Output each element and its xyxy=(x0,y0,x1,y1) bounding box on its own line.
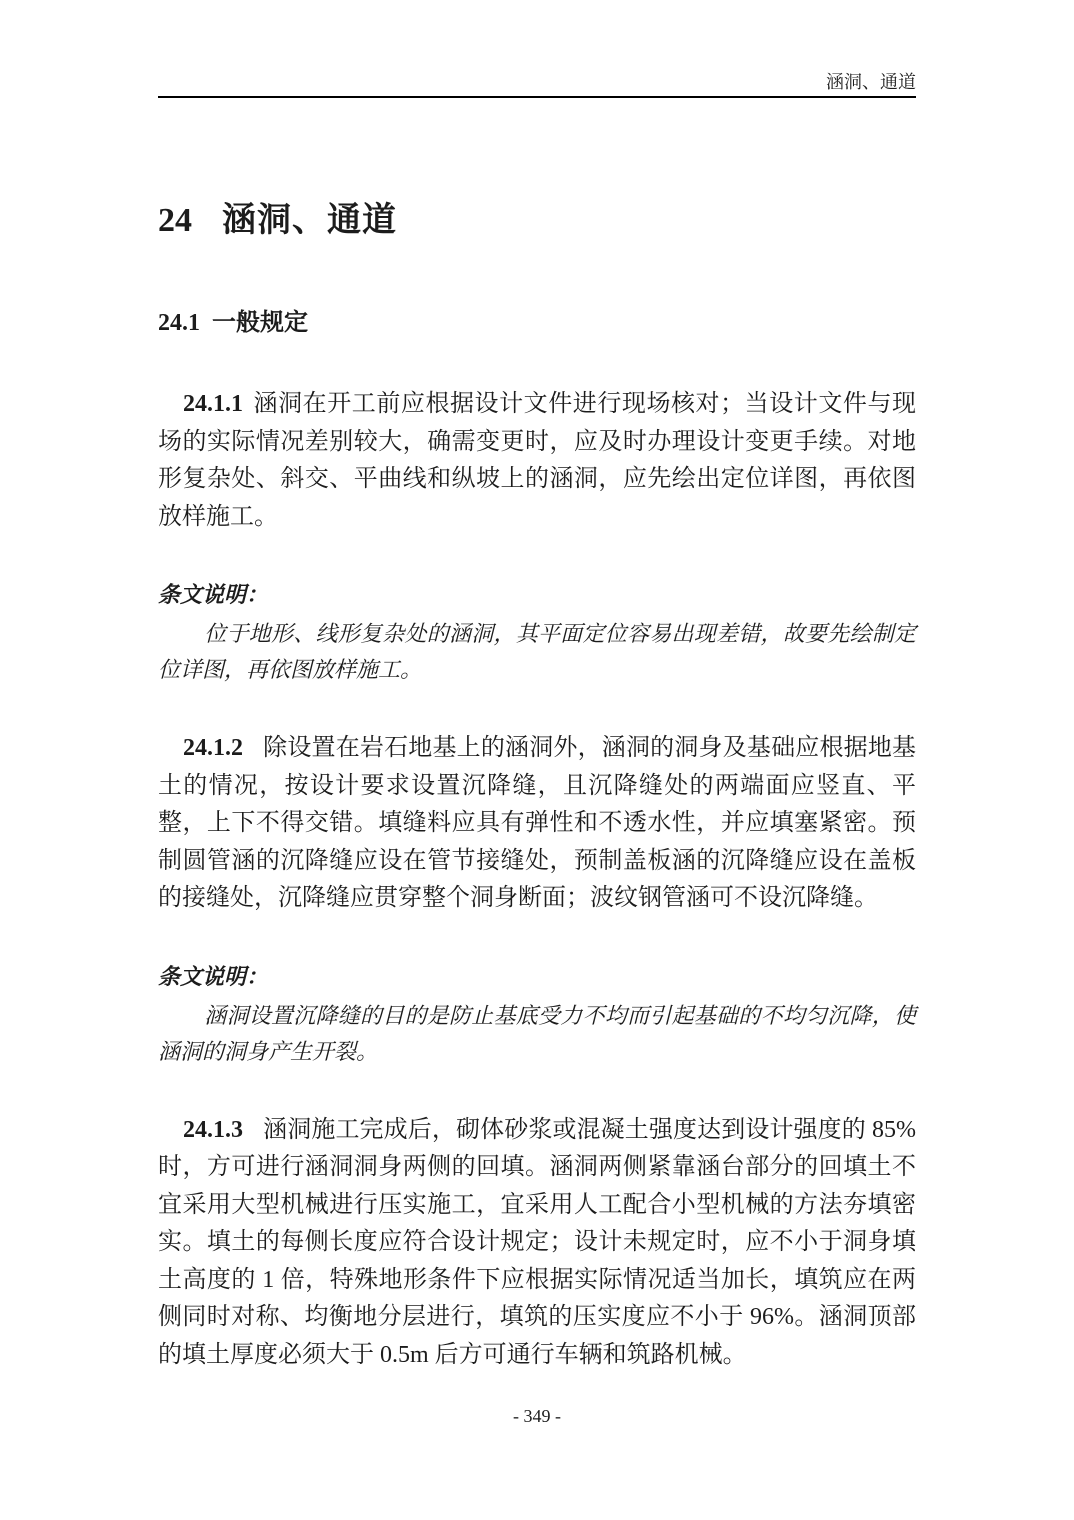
clause-number: 24.1.2 xyxy=(183,735,243,761)
chapter-title xyxy=(158,201,916,241)
section-title-text: 一般规定 xyxy=(212,310,308,336)
commentary-text: 涵洞设置沉降缝的目的是防止基底受力不均而引起基础的不均匀沉降，使涵洞的洞身产生开裂。 xyxy=(158,1002,916,1064)
clause-24-1-1 xyxy=(158,386,916,536)
page-header xyxy=(158,0,916,98)
clause-number: 24.1.1 xyxy=(183,391,243,417)
page-footer xyxy=(0,1404,1074,1428)
clause-24-1-3 xyxy=(158,1112,916,1375)
commentary-label: 条文说明： xyxy=(158,963,269,989)
page-number: - 349 - xyxy=(513,1406,561,1426)
commentary-label: 条文说明： xyxy=(158,582,269,607)
clause-24-1-2 xyxy=(158,730,916,918)
section-heading xyxy=(158,307,916,339)
clause-body: 涵洞在开工前应根据设计文件进行现场核对；当设计文件与现场的实际情况差别较大，确需变更时，应及时办理设计变更手续。对地形复杂处、斜交、平曲线和纵坡上的涵洞，应先绘出定位详图，再依图放样施工。 xyxy=(158,391,916,530)
clause-body: 涵洞施工完成后，砌体砂浆或混凝土强度达到设计强度的 85%时，方可进行涵洞洞身两侧的回填。涵洞两侧紧靠涵台部分的回填土不宜采用大型机械进行压实施工，宜采用人工配合小型机械的方法夯填密实。填土的每侧长度应符合设计规定；设计未规定时，应不小于洞身填土高度的 1 倍，特殊地形条件下应根据实际情况适当加长，填筑应在两侧同时对称、均衡地分层进行，填筑的压实度应不小于 96%。涵洞顶部的填土厚度必须大于 0.5m 后方可通行车辆和筑路机械。 xyxy=(158,1116,916,1368)
clause-body: 除设置在岩石地基上的涵洞外，涵洞的洞身及基础应根据地基土的情况，按设计要求设置沉降缝，且沉降缝处的两端面应竖直、平整，上下不得交错。填缝料应具有弹性和不透水性，并应填塞紧密。预制圆管涵的沉降缝应设在管节接缝处，预制盖板涵的沉降缝应设在盖板的接缝处，沉降缝应贯穿整个洞身断面；波纹钢管涵可不设沉降缝。 xyxy=(158,735,916,911)
running-title: 涵洞、通道 xyxy=(826,72,916,92)
clause-number: 24.1.3 xyxy=(183,1116,243,1143)
section-number: 24.1 xyxy=(158,310,200,336)
chapter-title-text: 涵洞、通道 xyxy=(222,202,397,239)
chapter-number: 24 xyxy=(158,202,192,239)
commentary-text: 位于地形、线形复杂处的涵洞，其平面定位容易出现差错，故要先绘制定位详图，再依图放样施工。 xyxy=(158,621,916,682)
